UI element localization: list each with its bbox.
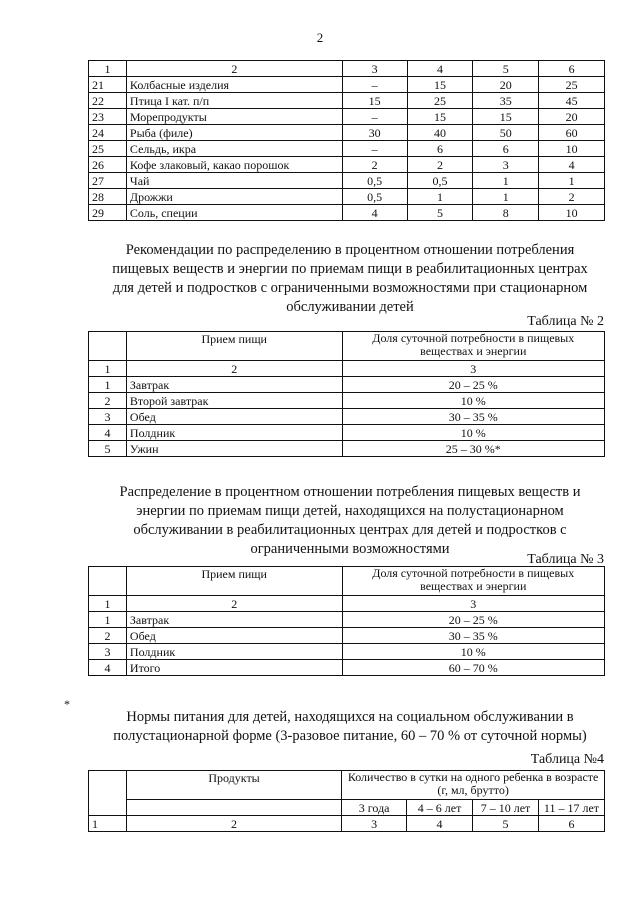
value-cell: 2: [539, 189, 605, 205]
header-cell: [126, 800, 341, 816]
value-cell: 10: [539, 205, 605, 221]
table-row: [89, 77, 605, 93]
heading-line: пищевых веществ и энергии по приемам пищи в реабилитационных центрах: [112, 261, 588, 277]
share-value: 20 – 25 %: [342, 377, 604, 393]
share-value: 60 – 70 %: [342, 660, 604, 676]
value-cell: 8: [473, 205, 539, 221]
heading-line: для детей и подростков с ограниченными возможностями при стационарном: [112, 280, 588, 296]
nutrition-norms-table: [88, 770, 605, 832]
table-row: [89, 189, 605, 205]
row-number: 25: [89, 141, 127, 157]
share-value: 10 %: [342, 644, 604, 660]
heading-line: ограниченными возможностями: [250, 541, 450, 557]
value-cell: 15: [407, 77, 473, 93]
header-share: [342, 332, 604, 361]
product-name: Сельдь, икра: [126, 141, 342, 157]
food-norms-table-continued: [88, 60, 605, 221]
age-group: 11 – 17 лет: [538, 800, 604, 816]
table-row: [89, 125, 605, 141]
share-value: 30 – 35 %: [342, 409, 604, 425]
value-cell: 0,5: [407, 173, 473, 189]
table-number-row: [89, 596, 605, 612]
value-cell: –: [342, 141, 407, 157]
row-number: 26: [89, 157, 127, 173]
table-header-row: [89, 332, 605, 361]
value-cell: 20: [539, 109, 605, 125]
number-cell: 1: [89, 361, 127, 377]
page-number: 2: [316, 30, 324, 45]
share-value: 10 %: [342, 393, 604, 409]
table-row: [89, 644, 605, 660]
header-share-line: веществах и энергии: [420, 579, 527, 593]
table-number-row: [89, 816, 605, 832]
table-row: [89, 393, 605, 409]
number-cell: 6: [538, 816, 604, 832]
header-share-line: Доля суточной потребности в пищевых: [372, 566, 575, 580]
header-cell: 1: [89, 61, 127, 77]
value-cell: 15: [342, 93, 407, 109]
value-cell: 30: [342, 125, 407, 141]
section-heading-distribution: [88, 483, 612, 559]
row-number: 3: [89, 644, 127, 660]
meal-name: Завтрак: [126, 377, 342, 393]
header-share-line: Доля суточной потребности в пищевых: [372, 331, 575, 345]
value-cell: 1: [407, 189, 473, 205]
heading-line: Рекомендации по распределению в процентном отношении потребления: [125, 242, 575, 258]
age-group: 3 года: [342, 800, 407, 816]
table-row: [89, 109, 605, 125]
row-number: 22: [89, 93, 127, 109]
number-cell: 2: [126, 596, 342, 612]
header-products: Продукты: [126, 771, 341, 800]
number-cell: 3: [342, 361, 604, 377]
share-value: 20 – 25 %: [342, 612, 604, 628]
product-name: Кофе злаковый, какао порошок: [126, 157, 342, 173]
header-cell: 4: [407, 61, 473, 77]
header-cell: [89, 567, 127, 596]
meal-name: Итого: [126, 660, 342, 676]
table-caption: Таблица № 3: [527, 552, 604, 567]
row-number: 2: [89, 628, 127, 644]
age-group: 7 – 10 лет: [473, 800, 539, 816]
row-number: 23: [89, 109, 127, 125]
table-row: [89, 141, 605, 157]
table-header-row: [89, 771, 605, 800]
table-number-row: [89, 361, 605, 377]
heading-line: обслуживании в реабилитационных центрах для детей и подростков с: [133, 522, 567, 538]
table-header-row: [89, 567, 605, 596]
product-name: Птица I кат. п/п: [126, 93, 342, 109]
number-cell: 3: [342, 816, 407, 832]
number-cell: 2: [126, 361, 342, 377]
table-row: [89, 205, 605, 221]
table-row: [89, 612, 605, 628]
heading-line: Распределение в процентном отношении потребления пищевых веществ и: [119, 484, 581, 500]
meal-name: Обед: [126, 409, 342, 425]
row-number: 1: [89, 377, 127, 393]
meal-name: Полдник: [126, 425, 342, 441]
header-share-line: веществах и энергии: [420, 344, 527, 358]
value-cell: 4: [539, 157, 605, 173]
value-cell: 25: [539, 77, 605, 93]
value-cell: 3: [473, 157, 539, 173]
header-quantity-line: Количество в сутки на одного ребенка в возрасте: [347, 770, 599, 784]
table-row: [89, 628, 605, 644]
value-cell: 25: [407, 93, 473, 109]
number-cell: 3: [342, 596, 604, 612]
table-row: [89, 441, 605, 457]
table-caption: Таблица № 2: [527, 314, 604, 329]
meal-name: Второй завтрак: [126, 393, 342, 409]
value-cell: 4: [342, 205, 407, 221]
value-cell: 6: [407, 141, 473, 157]
number-cell: 4: [407, 816, 473, 832]
meal-name: Полдник: [126, 644, 342, 660]
header-cell: [89, 332, 127, 361]
heading-line: Нормы питания для детей, находящихся на социальном обслуживании в: [126, 709, 574, 725]
row-number: 1: [89, 612, 127, 628]
section-heading-recommendations: [88, 241, 612, 317]
value-cell: 40: [407, 125, 473, 141]
table-header-row: [89, 61, 605, 77]
header-quantity-line: (г, мл, брутто): [437, 783, 509, 797]
table-row: [89, 409, 605, 425]
table-row: [89, 93, 605, 109]
header-cell: 5: [473, 61, 539, 77]
value-cell: 60: [539, 125, 605, 141]
share-value: 25 – 30 %*: [342, 441, 604, 457]
value-cell: 0,5: [342, 189, 407, 205]
value-cell: 1: [473, 173, 539, 189]
row-number: 5: [89, 441, 127, 457]
age-group: 4 – 6 лет: [407, 800, 473, 816]
header-cell: 6: [539, 61, 605, 77]
number-cell: 1: [89, 816, 127, 832]
table-age-row: [89, 800, 605, 816]
product-name: Колбасные изделия: [126, 77, 342, 93]
table-caption: Таблица №4: [530, 752, 604, 767]
row-number: 3: [89, 409, 127, 425]
meal-name: Ужин: [126, 441, 342, 457]
header-meal: Прием пищи: [126, 332, 342, 361]
share-value: 30 – 35 %: [342, 628, 604, 644]
row-number: 28: [89, 189, 127, 205]
table-row: [89, 173, 605, 189]
stray-mark: *: [64, 697, 70, 711]
product-name: Рыба (филе): [126, 125, 342, 141]
row-number: 24: [89, 125, 127, 141]
share-value: 10 %: [342, 425, 604, 441]
number-cell: 1: [89, 596, 127, 612]
row-number: 21: [89, 77, 127, 93]
value-cell: 5: [407, 205, 473, 221]
header-cell: [89, 771, 127, 816]
table-row: [89, 660, 605, 676]
semistationary-meal-table: [88, 566, 605, 676]
value-cell: 20: [473, 77, 539, 93]
value-cell: 15: [473, 109, 539, 125]
row-number: 4: [89, 660, 127, 676]
value-cell: 2: [342, 157, 407, 173]
row-number: 4: [89, 425, 127, 441]
value-cell: 35: [473, 93, 539, 109]
product-name: Дрожжи: [126, 189, 342, 205]
meal-name: Завтрак: [126, 612, 342, 628]
table-row: [89, 157, 605, 173]
number-cell: 5: [473, 816, 539, 832]
heading-line: полустационарной форме (3-разовое питание, 60 – 70 % от суточной нормы): [113, 728, 587, 744]
header-cell: 3: [342, 61, 407, 77]
value-cell: 1: [473, 189, 539, 205]
header-meal: Прием пищи: [126, 567, 342, 596]
value-cell: 2: [407, 157, 473, 173]
value-cell: –: [342, 109, 407, 125]
value-cell: 45: [539, 93, 605, 109]
value-cell: 1: [539, 173, 605, 189]
table-row: [89, 377, 605, 393]
value-cell: 6: [473, 141, 539, 157]
meal-distribution-table: [88, 331, 605, 457]
product-name: Соль, специи: [126, 205, 342, 221]
row-number: 2: [89, 393, 127, 409]
product-name: Морепродукты: [126, 109, 342, 125]
value-cell: 0,5: [342, 173, 407, 189]
value-cell: 10: [539, 141, 605, 157]
heading-line: энергии по приемам пищи детей, находящихся на полустационарном: [136, 503, 564, 519]
heading-line: обслуживании детей: [286, 299, 414, 315]
row-number: 27: [89, 173, 127, 189]
value-cell: –: [342, 77, 407, 93]
meal-name: Обед: [126, 628, 342, 644]
row-number: 29: [89, 205, 127, 221]
header-share: [342, 567, 604, 596]
value-cell: 15: [407, 109, 473, 125]
header-cell: 2: [126, 61, 342, 77]
table-row: [89, 425, 605, 441]
section-heading-norms: [88, 708, 612, 746]
product-name: Чай: [126, 173, 342, 189]
number-cell: 2: [126, 816, 341, 832]
header-quantity: [342, 771, 605, 800]
value-cell: 50: [473, 125, 539, 141]
